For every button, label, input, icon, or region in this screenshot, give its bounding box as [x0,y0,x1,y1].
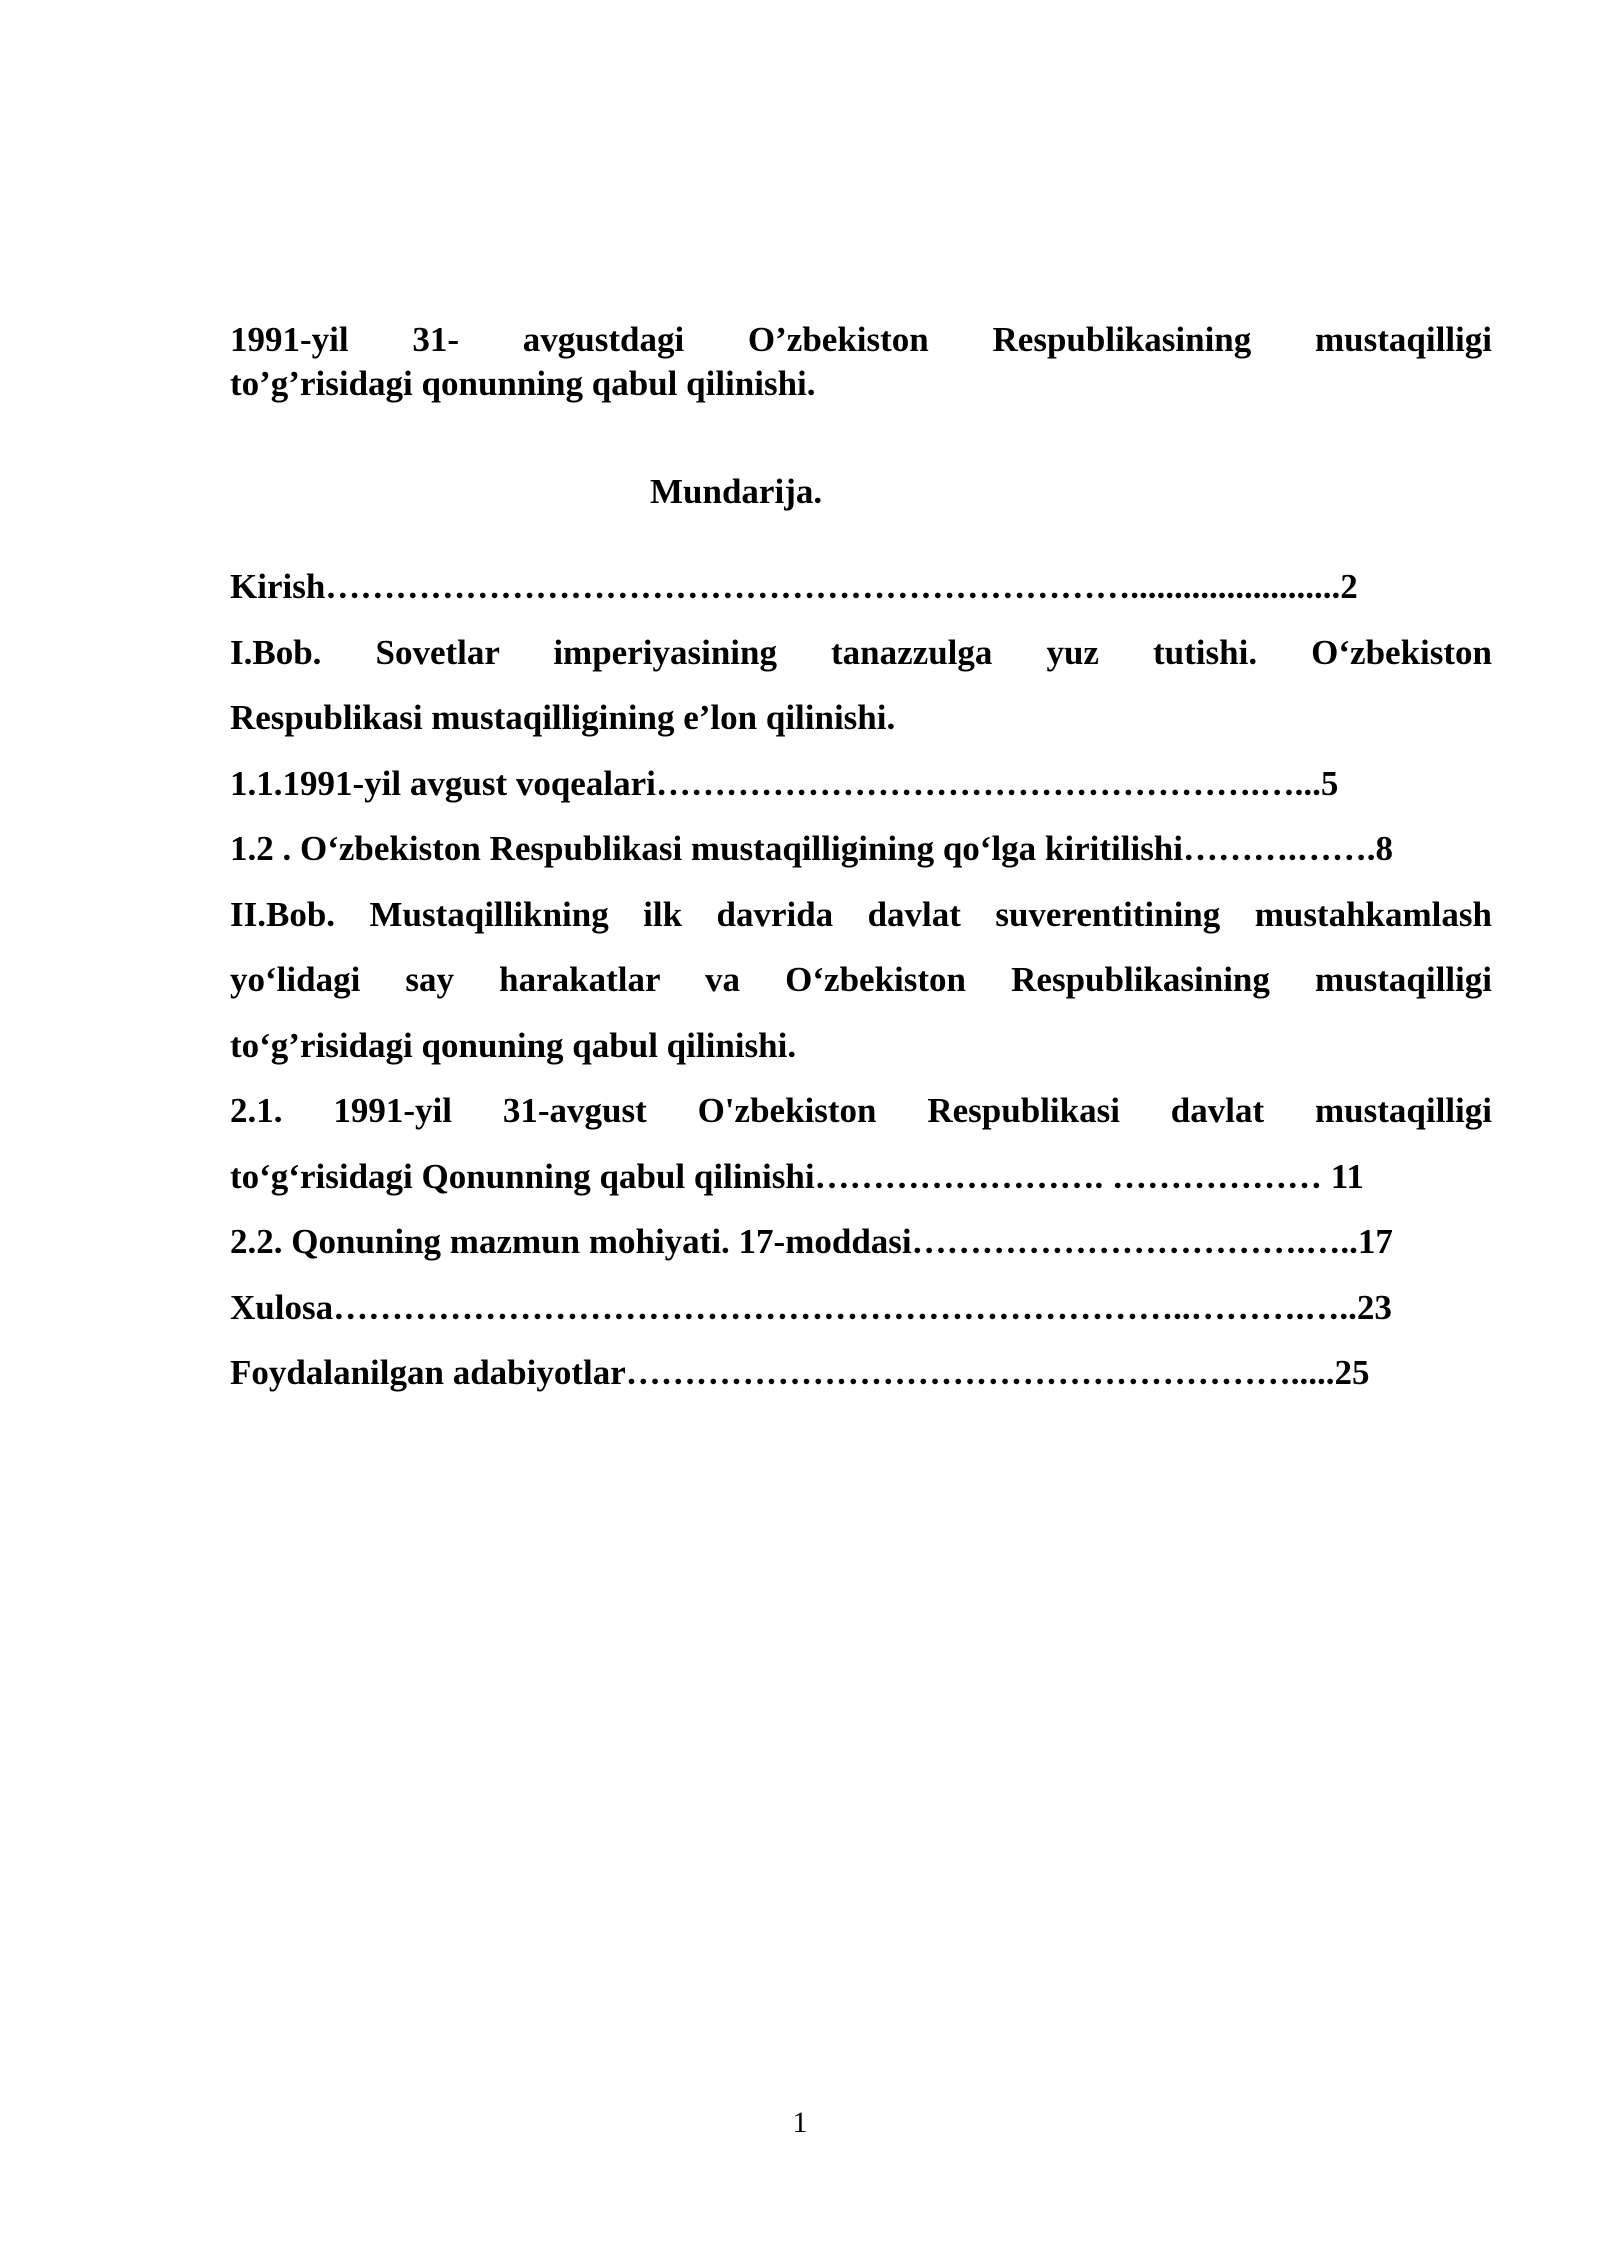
toc-entry-chapter-2-line-1: II.Bob. Mustaqillikning ilk davrida davlat suverentitining mustahkamlash [230,894,1492,934]
title-line-2: to’g’risidagi qonunning qabul qilinishi. [230,364,816,403]
toc-entry-chapter-2-line-3: to‘g’risidagi qonuning qabul qilinishi. [230,1025,797,1065]
page-number: 1 [792,2106,808,2139]
title-line-1: 1991-yil 31- avgustdagi O’zbekiston Respublikasining mustaqilligi [230,320,1492,359]
toc-entry-chapter-1-line-2: Respublikasi mustaqilligining e’lon qilinishi. [230,698,896,737]
toc-entry-section-2-2: 2.2. Qonuning mazmun mohiyati. 17-moddasi…………………………….…..17 [230,1222,1393,1261]
toc-entry-section-2-1-line-1: 2.1. 1991-yil 31-avgust O'zbekiston Respublikasi davlat mustaqilligi [230,1091,1492,1130]
toc-entry-chapter-1-line-1: I.Bob. Sovetlar imperiyasining tanazzulga yuz tutishi. O‘zbekiston [230,632,1492,672]
toc-heading: Mundarija. [650,472,823,511]
toc-entry-section-1-1: 1.1.1991-yil avgust voqealari…………………………………………….…...5 [230,763,1339,803]
toc-entry-xulosa: Xulosa………………………………………………………………..……….…..23 [230,1287,1392,1327]
toc-entry-section-1-2: 1.2 . O‘zbekiston Respublikasi mustaqilligining qo‘lga kiritilishi……….…….8 [230,829,1393,868]
toc-entry-kirish: Kirish……………………………………………………………........................2 [230,567,1358,606]
document-content [230,318,1492,1392]
toc-entry-section-2-1-line-2: to‘g‘risidagi Qonunning qabul qilinishi……………………. ……………… 11 [230,1156,1364,1196]
toc-entry-chapter-2-line-2: yo‘lidagi say harakatlar va O‘zbekiston Respublikasining mustaqilligi [230,960,1492,999]
table-of-contents [230,554,1492,1406]
toc-entry-references: Foydalanilgan adabiyotlar………………………………………………….....25 [230,1353,1370,1392]
document-title [230,318,1492,406]
